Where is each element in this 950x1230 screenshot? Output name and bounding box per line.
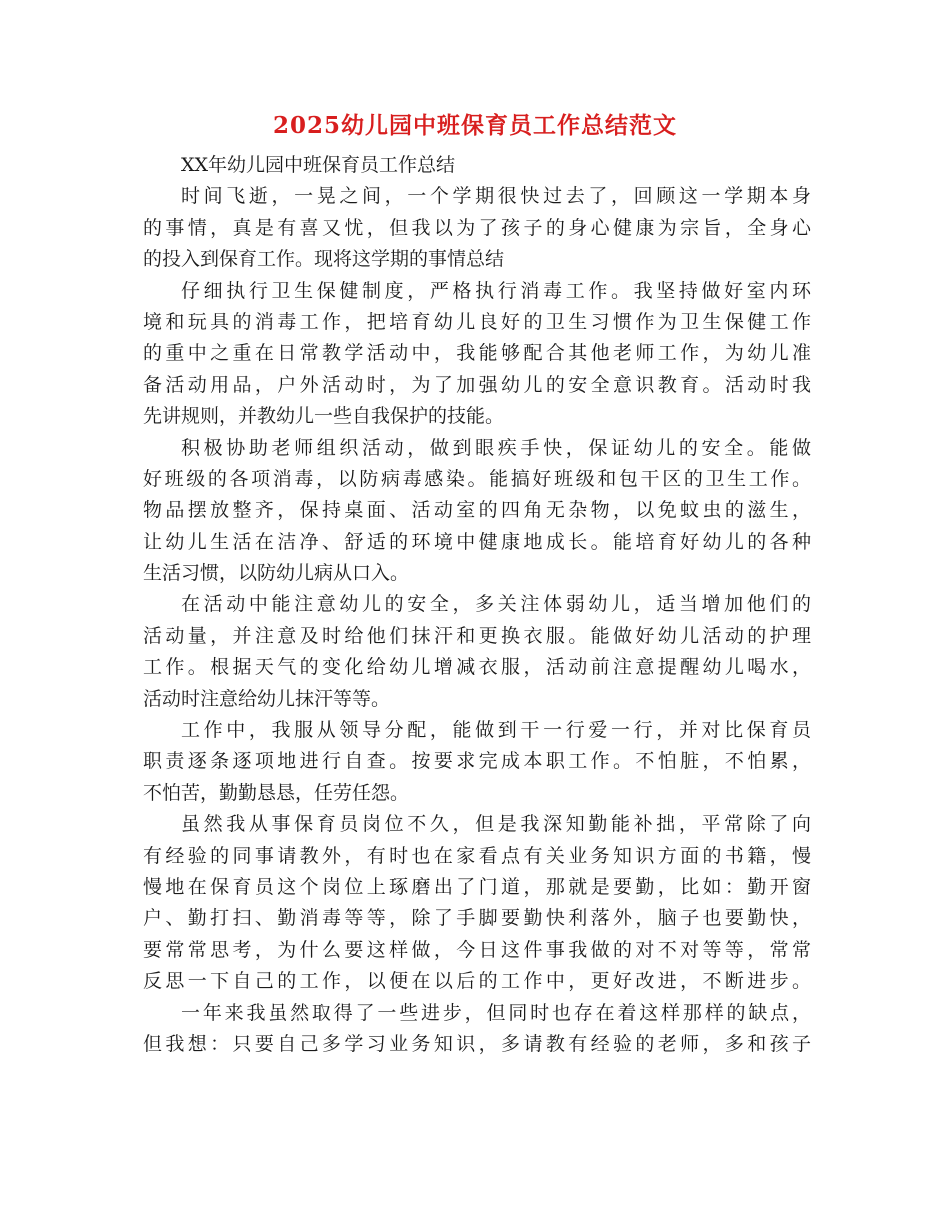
document-title: 2025幼儿园中班保育员工作总结范文: [272, 112, 677, 139]
body-text-line: 虽然我从事保育员岗位不久，但是我深知勤能补拙，平常除了向: [181, 813, 811, 836]
body-text-line: 的事情，真是有喜又忧，但我以为了孩子的身心健康为宗旨，全身心: [143, 216, 811, 239]
body-text-line: 在活动中能注意幼儿的安全，多关注体弱幼儿，适当增加他们的: [181, 593, 811, 616]
body-text-line: 让幼儿生活在洁净、舒适的环境中健康地成长。能培育好幼儿的各种: [143, 530, 811, 553]
body-text-line: 慢地在保育员这个岗位上琢磨出了门道，那就是要勤，比如：勤开窗: [143, 875, 811, 898]
body-text-line: 物品摆放整齐，保持桌面、活动室的四角无杂物，以免蚊虫的滋生，: [143, 499, 811, 522]
body-text-line: 有经验的同事请教外，有时也在家看点有关业务知识方面的书籍，慢: [143, 844, 811, 867]
body-text-line: 生活习惯，以防幼儿病从口入。: [143, 562, 410, 585]
body-text-line: 反思一下自己的工作，以便在以后的工作中，更好改进，不断进步。: [143, 970, 811, 993]
document-body: [143, 150, 811, 1060]
body-text-line: 境和玩具的消毒工作，把培育幼儿良好的卫生习惯作为卫生保健工作: [143, 310, 811, 333]
body-text-line: 活动时注意给幼儿抹汗等等。: [143, 687, 391, 710]
body-text-line: 但我想：只要自己多学习业务知识，多请教有经验的老师，多和孩子: [143, 1032, 811, 1055]
body-text-line: 好班级的各项消毒，以防病毒感染。能搞好班级和包干区的卫生工作。: [143, 467, 811, 490]
body-text-line: 的投入到保育工作。现将这学期的事情总结: [143, 248, 505, 271]
body-text-line: 备活动用品，户外活动时，为了加强幼儿的安全意识教育。活动时我: [143, 373, 811, 396]
body-text-line: 活动量，并注意及时给他们抹汗和更换衣服。能做好幼儿活动的护理: [143, 624, 811, 647]
body-text-line: 的重中之重在日常教学活动中，我能够配合其他老师工作，为幼儿准: [143, 342, 811, 365]
body-text-line: 时间飞逝，一晃之间，一个学期很快过去了，回顾这一学期本身: [181, 185, 811, 208]
body-text-line: 工作中，我服从领导分配，能做到干一行爱一行，并对比保育员: [181, 719, 811, 742]
body-text-line: 不怕苦，勤勤恳恳，任劳任怨。: [143, 781, 410, 804]
body-text-line: 要常常思考，为什么要这样做，今日这件事我做的对不对等等，常常: [143, 938, 811, 961]
body-text-line: 仔细执行卫生保健制度，严格执行消毒工作。我坚持做好室内环: [181, 279, 811, 302]
body-text-line: 一年来我虽然取得了一些进步，但同时也存在着这样那样的缺点，: [181, 1001, 811, 1024]
body-text-line: 积极协助老师组织活动，做到眼疾手快，保证幼儿的安全。能做: [181, 436, 811, 459]
body-text-line: XX年幼儿园中班保育员工作总结: [181, 154, 456, 176]
body-text-line: 职责逐条逐项地进行自查。按要求完成本职工作。不怕脏，不怕累，: [143, 750, 811, 773]
body-text-line: 工作。根据天气的变化给幼儿增减衣服，活动前注意提醒幼儿喝水，: [143, 656, 811, 679]
body-text-line: 先讲规则，并教幼儿一些自我保护的技能。: [143, 405, 505, 428]
body-text-line: 户、勤打扫、勤消毒等等，除了手脚要勤快利落外，脑子也要勤快，: [143, 907, 811, 930]
